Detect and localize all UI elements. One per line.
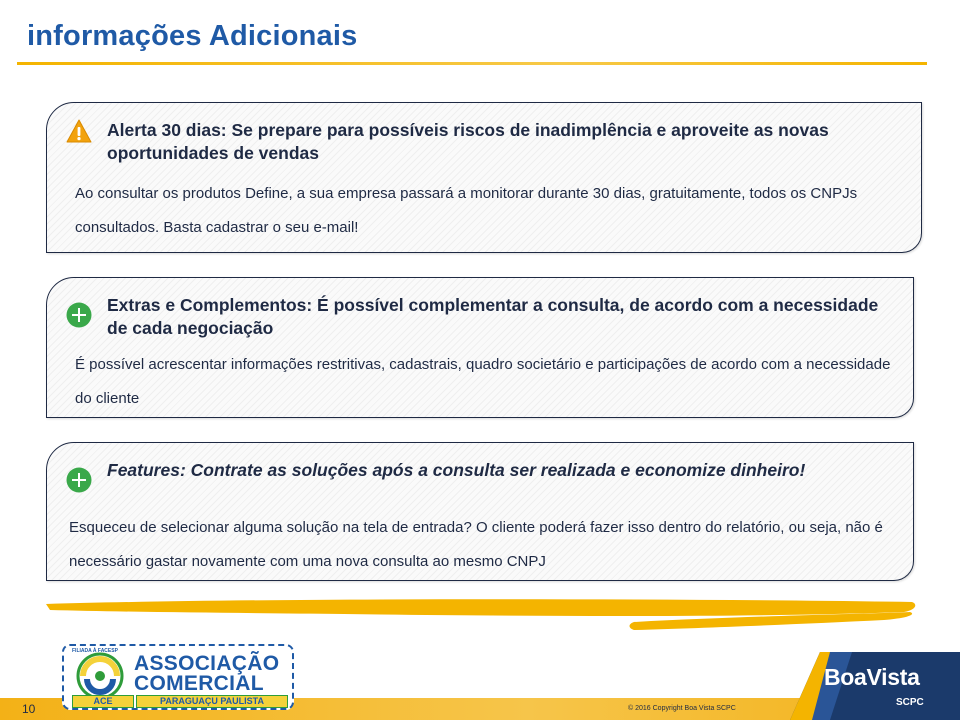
ace-name-line-2: COMERCIAL (134, 672, 264, 695)
copyright-notice: © 2016 Copyright Boa Vista SCPC (628, 705, 736, 712)
card-heading: Features: Contrate as soluções após a consulta ser realizada e economize dinheiro! (107, 460, 806, 480)
page-number: 10 (22, 702, 36, 716)
card-heading: Extras e Complementos: É possível complementar a consulta, de acordo com a necessidade de cada negociação (107, 295, 879, 338)
info-card-extras (46, 277, 914, 418)
page-title: informações Adicionais (27, 20, 358, 52)
boavista-name: BoaVista (824, 664, 920, 690)
ace-city: PARAGUAÇU PAULISTA (136, 695, 288, 708)
card-body: É possível acrescentar informações restritivas, cadastrais, quadro societário e participações de acordo com a necessidade do cliente (75, 356, 891, 407)
boavista-subtitle: SCPC (896, 697, 924, 708)
card-heading: Alerta 30 dias: Se prepare para possíveis riscos de inadimplência e aproveite as novas oportunidades de vendas (107, 120, 829, 163)
title-divider (17, 62, 927, 65)
info-card-alert (46, 102, 922, 253)
card-body: Ao consultar os produtos Define, a sua empresa passará a monitorar durante 30 dias, gratuitamente, todos os CNPJs consultados. Basta cadastrar o seu e-mail! (75, 185, 858, 236)
card-body: Esqueceu de selecionar alguma solução na tela de entrada? O cliente poderá fazer isso dentro do relatório, ou seja, não é necessário gastar novamente com uma nova consulta ao mesmo CNPJ (69, 519, 883, 570)
info-card-features (46, 442, 914, 581)
plus-icon (66, 467, 92, 493)
warning-icon (66, 118, 92, 144)
ace-affiliation: FILIADA À FACESP (72, 648, 118, 654)
ace-name-line-1: ASSOCIAÇÃO (134, 652, 280, 675)
plus-icon (66, 302, 92, 328)
ace-logo (62, 644, 294, 710)
decorative-swoosh (44, 596, 920, 636)
ace-acronym: ACE (72, 695, 134, 708)
